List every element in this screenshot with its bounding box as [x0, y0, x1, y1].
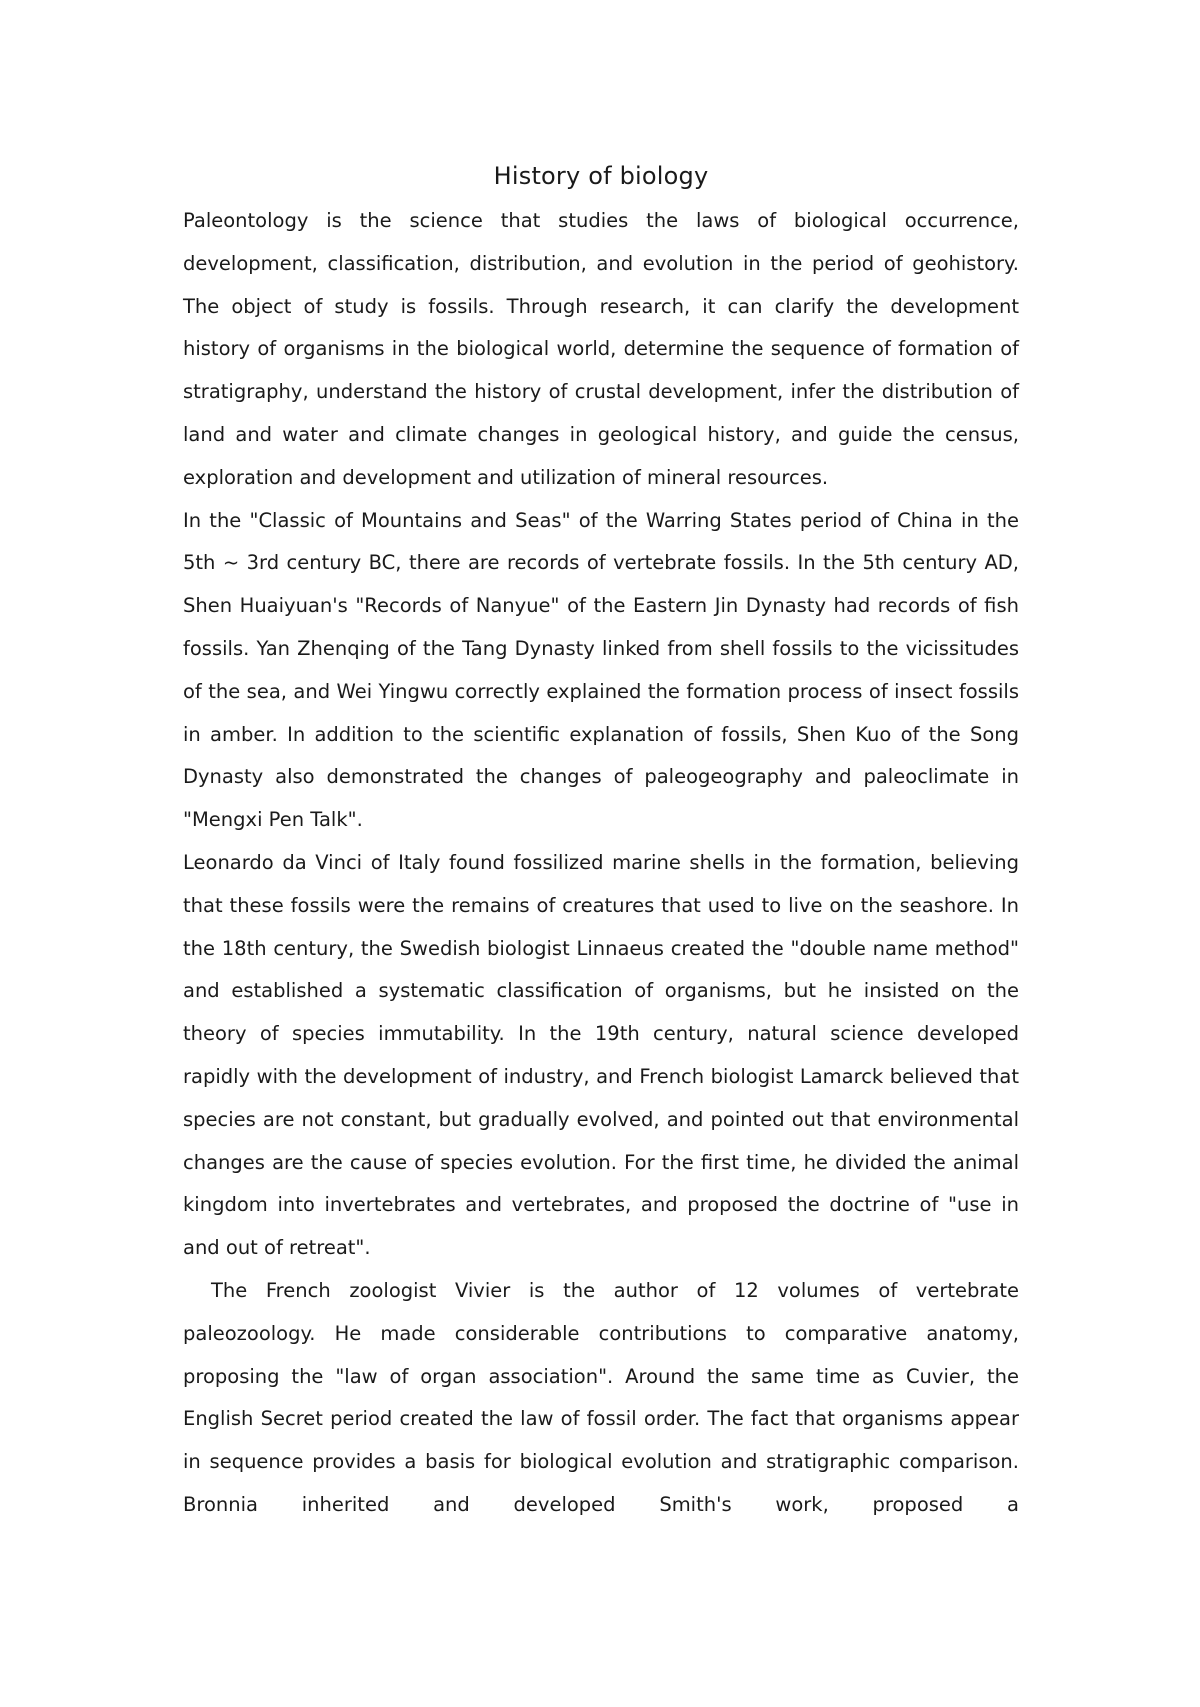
document-title: History of biology [493, 162, 709, 190]
paragraph-french-zoologist: The French zoologist Vivier is the author of 12 volumes of vertebrate paleozoology. He made considerable contributions to comparative anatomy, proposing the "law of organ association". Around the same time as Cuvier, the English Secret period created the law of fossil order. The fact that organisms appear in sequence provides a basis for biological evolution and stratigraphic comparison. Bronnia inherited and developed Smith's work, proposed a [183, 1278, 1019, 1516]
paragraph-european-naturalists: Leonardo da Vinci of Italy found fossilized marine shells in the formation, believing that these fossils were the remains of creatures that used to live on the seashore. In the 18th century, the Swedish biologist Linnaeus created the "double name method" and established a systematic classification of organisms, but he insisted on the theory of species immutability. In the 19th century, natural science developed rapidly with the development of industry, and French biologist Lamarck believed that species are not constant, but gradually evolved, and pointed out that environmental changes are the cause of species evolution. For the first time, he divided the animal kingdom into invertebrates and vertebrates, and proposed the doctrine of "use in and out of retreat". [183, 850, 1019, 1260]
paragraph-chinese-records: In the "Classic of Mountains and Seas" of the Warring States period of China in the 5th ~ 3rd century BC, there are records of vertebrate fossils. In the 5th century AD, Shen Huaiyuan's "Records of Nanyue" of the Eastern Jin Dynasty had records of fish fossils. Yan Zhenqing of the Tang Dynasty linked from shell fossils to the vicissitudes of the sea, and Wei Yingwu correctly explained the formation process of insect fossils in amber. In addition to the scientific explanation of fossils, Shen Kuo of the Song Dynasty also demonstrated the changes of paleogeography and paleoclimate in "Mengxi Pen Talk". [183, 508, 1019, 832]
document-page [183, 160, 1019, 1527]
paragraph-paleontology-definition: Paleontology is the science that studies the laws of biological occurrence, development, classification, distribution, and evolution in the period of geohistory. The object of study is fossils. Through research, it can clarify the development history of organisms in the biological world, determine the sequence of formation of stratigraphy, understand the history of crustal development, infer the distribution of land and water and climate changes in geological history, and guide the census, exploration and development and utilization of mineral resources. [183, 209, 1019, 489]
